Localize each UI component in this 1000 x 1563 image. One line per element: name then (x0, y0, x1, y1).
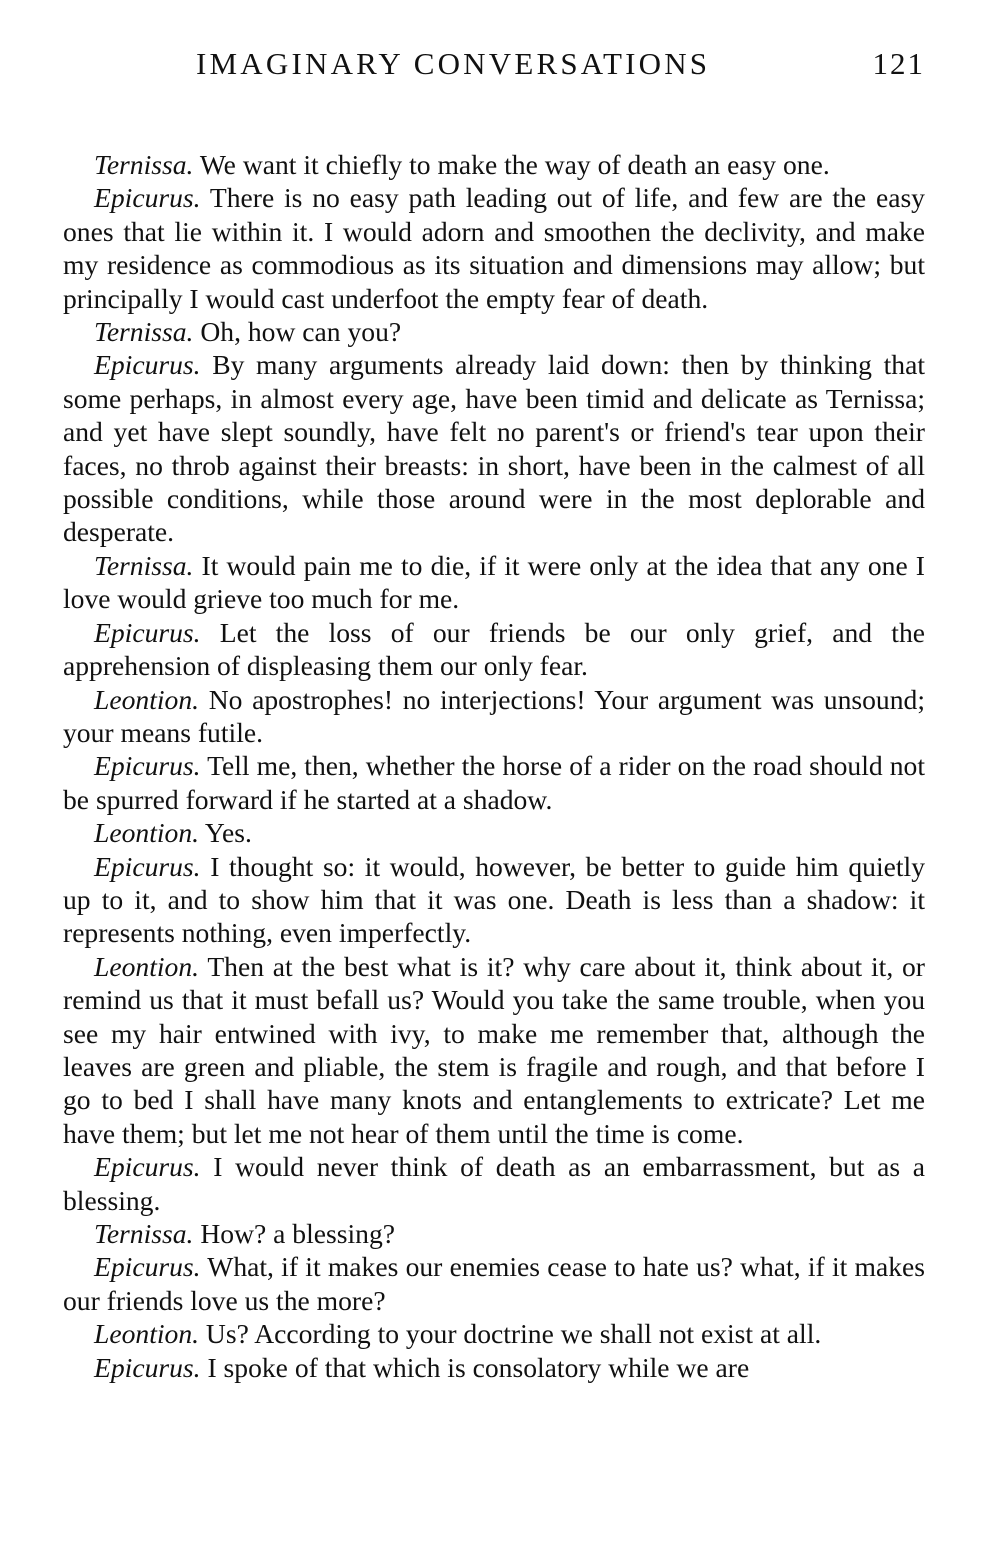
dialogue-paragraph (63, 1250, 925, 1317)
speech-text: Oh, how can you? (200, 316, 402, 348)
speech-text: How? a blessing? (200, 1218, 395, 1249)
speech-text: It would pain me to die, if it were only at the idea that any one I love would grieve too much for me. (63, 549, 925, 615)
dialogue-paragraph (63, 1217, 925, 1250)
speech-text: I thought so: it would, however, be better to guide him quietly up to it, and to show him that it was one. Death is less than a shadow: it represents nothing, even imperfectly. (63, 850, 925, 949)
speech-text: There is no easy path leading out of life, and few are the easy ones that lie within it. I would adorn and smoothen the declivity, and make my residence as commodious as its situation and dimensions may allow; but principally I would cast underfoot the empty fear of death. (63, 182, 925, 314)
speech-text: What, if it makes our enemies cease to hate us? what, if it makes our friends love us the more? (63, 1251, 926, 1316)
speech-text: Then at the best what is it? why care about it, think about it, or remind us that it must befall us? Would you take the same trouble, when you see my hair entwined with ivy, to make me remember that, although the leaves are green and pliable, the stem is fragile and rough, and that before I go to bed I shall have many knots and entanglements to extricate? Let me have them; but let me not hear of them until the time is come. (63, 950, 925, 1149)
speaker-name: Epicurus. (94, 1351, 201, 1383)
dialogue-paragraph (63, 148, 925, 181)
speaker-name: Ternissa. (94, 1218, 194, 1249)
speaker-name: Epicurus. (94, 616, 201, 648)
dialogue-paragraph (63, 1351, 925, 1384)
speech-text: Let the loss of our friends be our only grief, and the apprehension of displeasing them our only fear. (63, 616, 925, 682)
speaker-name: Ternissa. (94, 316, 194, 348)
dialogue-paragraph (63, 1150, 925, 1217)
dialogue-paragraph (63, 950, 925, 1150)
speaker-name: Ternissa. (94, 149, 194, 180)
book-page (63, 44, 925, 1384)
speech-text: I would never think of death as an embarrassment, but as a blessing. (63, 1151, 925, 1216)
speaker-name: Epicurus. (94, 349, 201, 381)
speaker-name: Epicurus. (94, 182, 201, 214)
dialogue-paragraph (63, 348, 925, 548)
dialogue-paragraph (63, 850, 925, 950)
dialogue-paragraph (63, 181, 925, 315)
dialogue-text (63, 148, 925, 1384)
speaker-name: Leontion. (94, 950, 200, 982)
speech-text: Us? According to your doctrine we shall not exist at all. (205, 1318, 822, 1350)
dialogue-paragraph (63, 816, 925, 849)
speech-text: I spoke of that which is consolatory while we are (207, 1351, 750, 1383)
speaker-name: Ternissa. (94, 549, 194, 581)
speaker-name: Leontion. (94, 683, 200, 715)
running-head (63, 44, 925, 88)
dialogue-paragraph (63, 549, 925, 616)
speaker-name: Epicurus. (94, 1151, 201, 1183)
dialogue-paragraph (63, 315, 925, 348)
speech-text: Tell me, then, whether the horse of a rider on the road should not be spurred forward if he started at a shadow. (63, 750, 925, 815)
speech-text: No apostrophes! no interjections! Your argument was unsound; your means futile. (63, 683, 925, 748)
running-title: IMAGINARY CONVERSATIONS (196, 46, 711, 81)
page-number: 121 (872, 46, 925, 81)
speech-text: Yes. (204, 817, 252, 849)
speaker-name: Epicurus. (94, 850, 201, 882)
speaker-name: Epicurus. (94, 1251, 201, 1283)
speaker-name: Leontion. (94, 817, 200, 849)
speech-text: We want it chiefly to make the way of death an easy one. (199, 149, 830, 180)
speaker-name: Epicurus. (94, 750, 201, 782)
dialogue-paragraph (63, 683, 925, 750)
dialogue-paragraph (63, 1317, 925, 1350)
speaker-name: Leontion. (94, 1318, 200, 1350)
dialogue-paragraph (63, 616, 925, 683)
speech-text: By many arguments already laid down: then by thinking that some perhaps, in almost every age, have been timid and delicate as Ternissa; and yet have slept soundly, have felt no parent's or friend's tear upon their faces, no throb against their breasts: in short, have been in the calmest of all possible conditions, while those around were in the most deplorable and desperate. (63, 349, 925, 548)
dialogue-paragraph (63, 749, 925, 816)
